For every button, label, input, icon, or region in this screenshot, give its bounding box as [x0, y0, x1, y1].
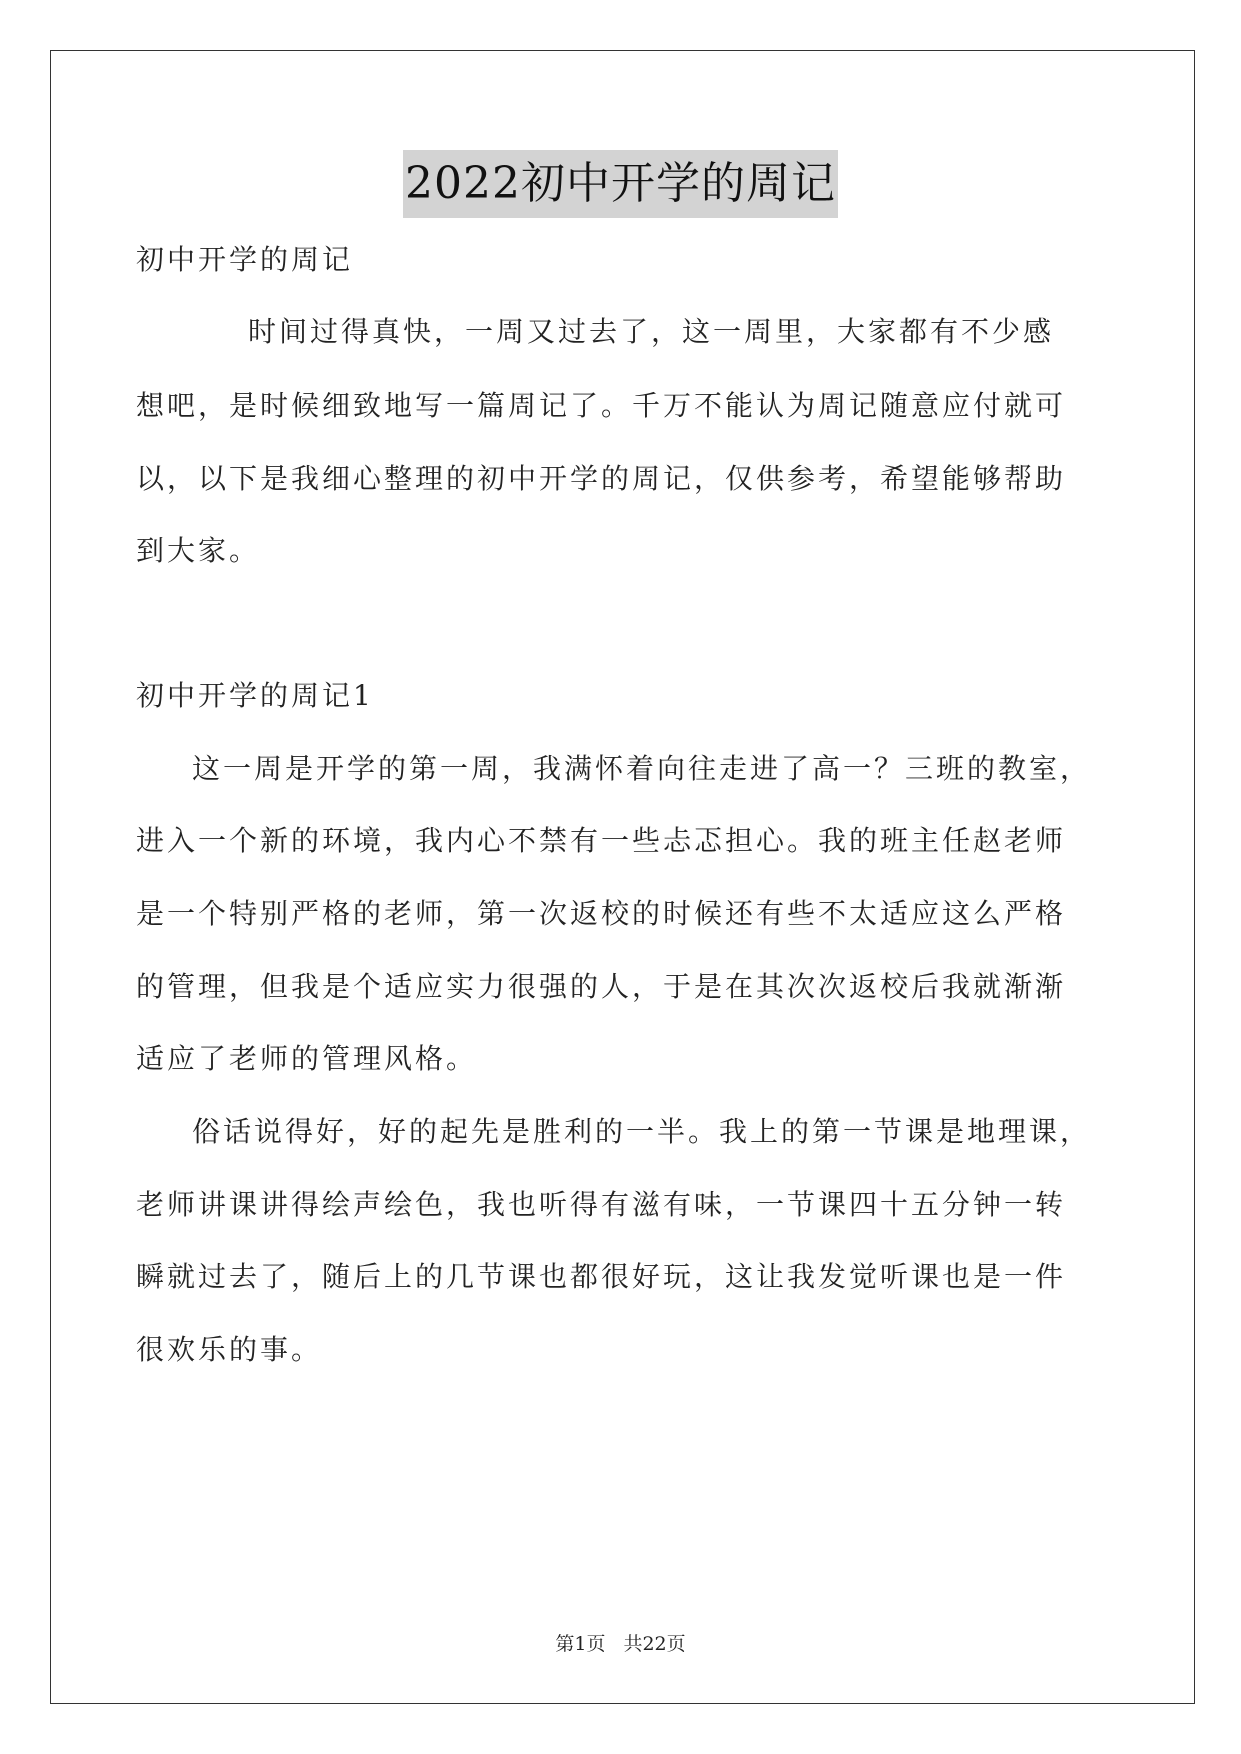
document-title: 2022初中开学的周记: [403, 150, 838, 218]
intro-line: 想吧，是时候细致地写一篇周记了。千万不能认为周记随意应付就可: [136, 389, 1067, 422]
intro-line: 以，以下是我细心整理的初中开学的周记，仅供参考，希望能够帮助: [136, 462, 1067, 495]
section-heading: 初中开学的周记1: [136, 679, 374, 712]
page-footer: [0, 1632, 1241, 1656]
intro-line: 到大家。: [136, 534, 261, 567]
paragraph-line: 瞬就过去了，随后上的几节课也都很好玩，这让我发觉听课也是一件: [136, 1260, 1067, 1293]
page-border: [50, 50, 1195, 1704]
title-container: [0, 150, 1241, 218]
page-total: 共22页: [623, 1633, 686, 1655]
paragraph-line: 老师讲课讲得绘声绘色，我也听得有滋有味，一节课四十五分钟一转: [136, 1188, 1067, 1221]
intro-line: 时间过得真快，一周又过去了，这一周里，大家都有不少感: [248, 315, 1055, 348]
paragraph-line: 适应了老师的管理风格。: [136, 1042, 478, 1075]
paragraph-line: 进入一个新的环境，我内心不禁有一些忐忑担心。我的班主任赵老师: [136, 824, 1067, 857]
paragraph-line: 是一个特别严格的老师，第一次返校的时候还有些不太适应这么严格: [136, 897, 1067, 930]
paragraph-line: 这一周是开学的第一周，我满怀着向往走进了高一？三班的教室，: [192, 752, 1092, 785]
paragraph-line: 俗话说得好，好的起先是胜利的一半。我上的第一节课是地理课，: [192, 1115, 1092, 1148]
page-number: 第1页: [555, 1633, 606, 1655]
document-subtitle: 初中开学的周记: [136, 243, 354, 276]
paragraph-line: 的管理，但我是个适应实力很强的人，于是在其次次返校后我就渐渐: [136, 970, 1067, 1003]
paragraph-line: 很欢乐的事。: [136, 1333, 323, 1366]
